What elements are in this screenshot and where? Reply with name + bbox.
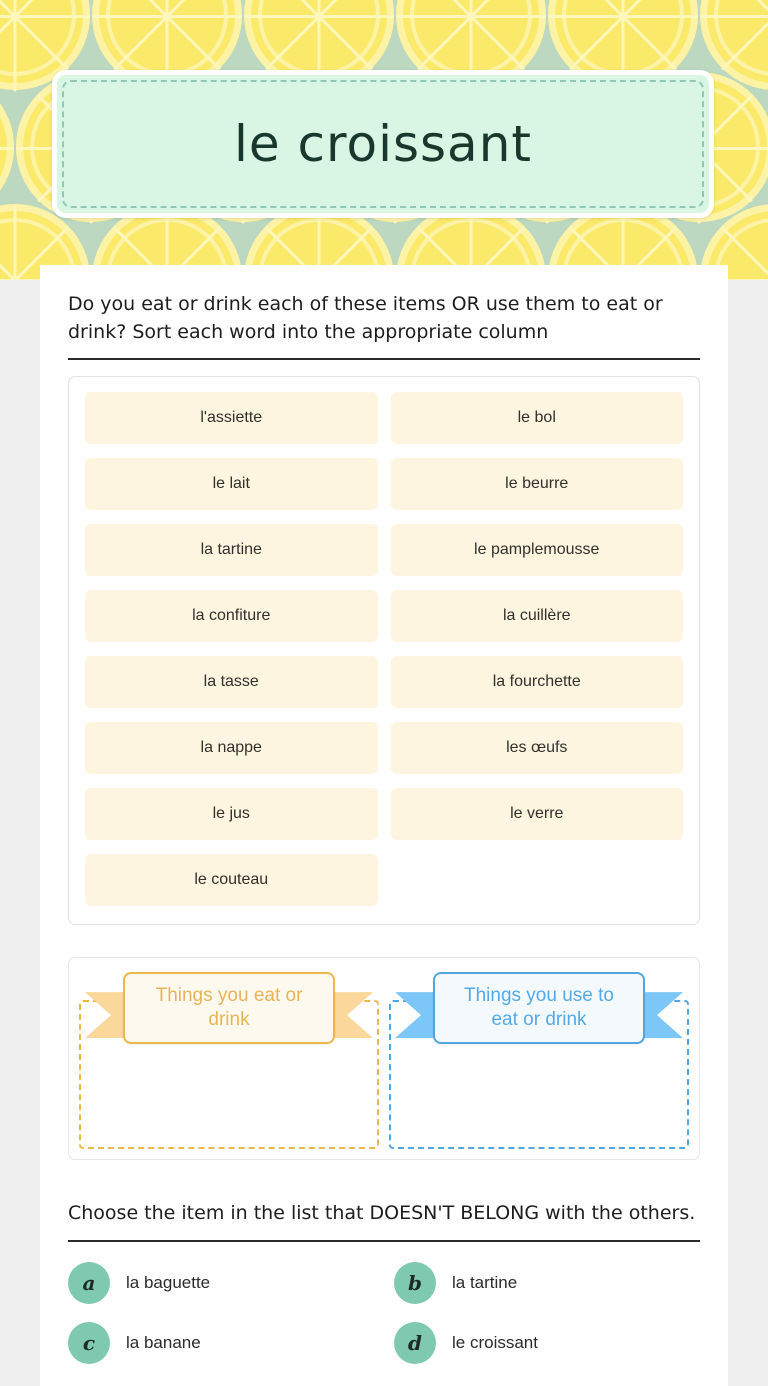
choice-option-label: la tartine <box>452 1272 518 1292</box>
drop-zone-panel <box>68 957 700 1160</box>
worksheet-title-card <box>52 70 714 218</box>
word-tile[interactable]: le bol <box>391 392 684 444</box>
word-tile[interactable]: la confiture <box>85 590 378 642</box>
sort-question-prompt: Do you eat or drink each of these items OR use them to eat or drink? Sort each word into the appropriate column <box>68 293 663 343</box>
page-title: le croissant <box>233 115 532 173</box>
drop-zone-label: Things you use to eat or drink <box>433 972 645 1044</box>
choice-option-label: la banane <box>126 1332 201 1352</box>
choice-option[interactable] <box>68 1322 374 1364</box>
choice-option-badge: c <box>68 1322 110 1364</box>
word-tile[interactable]: les œufs <box>391 722 684 774</box>
ribbon-banner <box>389 978 689 1038</box>
choice-option-badge: a <box>68 1262 110 1304</box>
drop-zone-label: Things you eat or drink <box>123 972 335 1044</box>
word-tile-panel <box>68 376 700 925</box>
word-tile[interactable]: l'assiette <box>85 392 378 444</box>
ribbon-banner <box>79 978 379 1038</box>
choice-option[interactable] <box>394 1322 700 1364</box>
word-tile[interactable]: le couteau <box>85 854 378 906</box>
word-tile[interactable]: la tartine <box>85 524 378 576</box>
word-tile[interactable]: le beurre <box>391 458 684 510</box>
choice-option-grid <box>68 1262 700 1364</box>
drop-zone-column[interactable] <box>389 970 689 1149</box>
sort-question <box>40 265 728 360</box>
word-tile[interactable]: le verre <box>391 788 684 840</box>
word-tile[interactable]: la nappe <box>85 722 378 774</box>
choice-option-badge: b <box>394 1262 436 1304</box>
choice-option-label: le croissant <box>452 1332 538 1352</box>
choice-question <box>40 1200 728 1364</box>
word-tile[interactable]: la fourchette <box>391 656 684 708</box>
word-tile-grid <box>85 392 683 906</box>
worksheet-page <box>40 265 728 1386</box>
header-banner <box>0 0 768 280</box>
choice-option[interactable] <box>394 1262 700 1304</box>
lemon-slice-icon <box>0 72 14 222</box>
choice-question-prompt: Choose the item in the list that DOESN'T BELONG with the others. <box>68 1202 696 1225</box>
drop-zone-column[interactable] <box>79 970 379 1149</box>
word-tile[interactable]: le lait <box>85 458 378 510</box>
choice-option[interactable] <box>68 1262 374 1304</box>
choice-option-label: la baguette <box>126 1272 211 1292</box>
word-tile[interactable]: la cuillère <box>391 590 684 642</box>
choice-option-badge: d <box>394 1322 436 1364</box>
section-divider <box>68 358 700 360</box>
section-divider <box>68 1240 700 1242</box>
word-tile[interactable]: la tasse <box>85 656 378 708</box>
word-tile[interactable]: le pamplemousse <box>391 524 684 576</box>
word-tile[interactable]: le jus <box>85 788 378 840</box>
